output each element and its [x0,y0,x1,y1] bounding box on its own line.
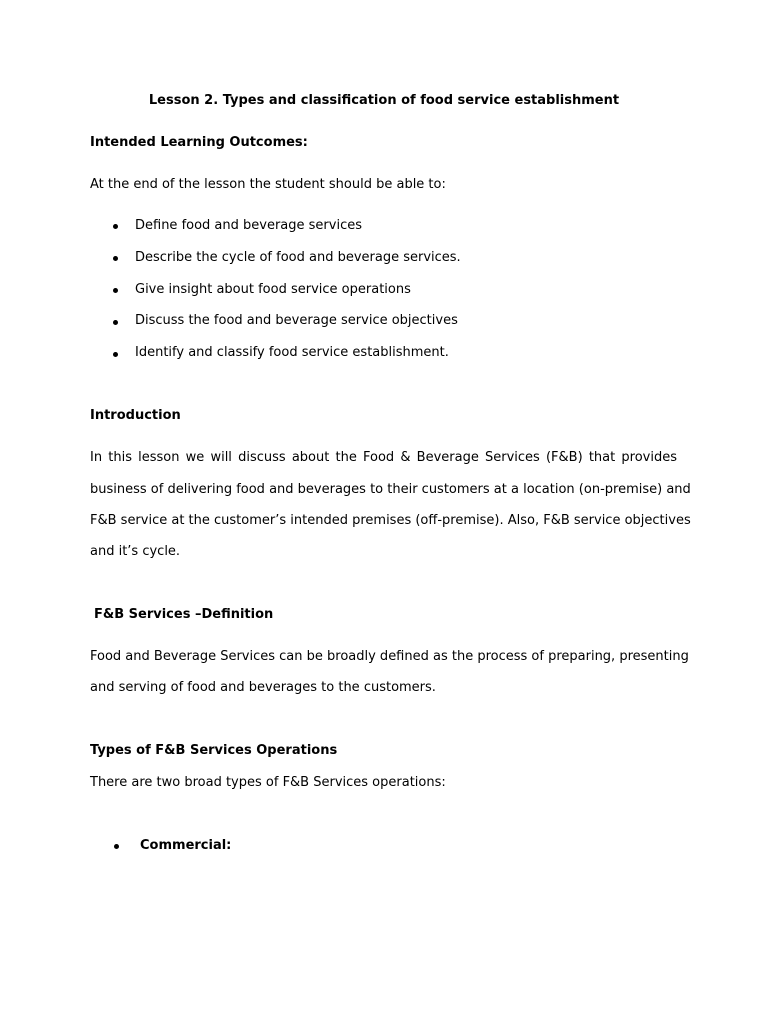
paragraph-line: and it’s cycle. [90,544,181,559]
paragraph-line: and serving of food and beverages to the customers. [90,680,436,695]
bullet-icon [114,844,119,849]
types-heading: Types of F&B Services Operations [90,743,338,758]
paragraph-line: In this lesson we will discuss about the Food & Beverage Services (F&B) that provides [90,450,677,465]
list-item: Describe the cycle of food and beverage services. [135,250,461,265]
paragraph-line: F&B service at the customer’s intended premises (off-premise). Also, F&B service objectives [90,513,691,528]
bullet-icon [113,320,118,325]
list-item: Identify and classify food service establishment. [135,345,449,360]
page-title: Lesson 2. Types and classification of food service establishment [148,93,620,108]
definition-heading: F&B Services –Definition [94,607,274,622]
types-lead: There are two broad types of F&B Services operations: [90,775,446,790]
list-item: Give insight about food service operations [135,282,411,297]
bullet-icon [113,224,118,229]
outcomes-lead: At the end of the lesson the student should be able to: [90,177,446,192]
list-item: Commercial: [140,838,232,853]
paragraph-line: business of delivering food and beverages to their customers at a location (on-premise) and [90,482,691,497]
bullet-icon [113,352,118,357]
bullet-icon [113,288,118,293]
list-item: Define food and beverage services [135,218,362,233]
outcomes-heading: Intended Learning Outcomes: [90,135,308,150]
paragraph-line: Food and Beverage Services can be broadly defined as the process of preparing, presenting [90,649,689,664]
bullet-icon [113,256,118,261]
list-item: Discuss the food and beverage service objectives [135,313,458,328]
introduction-heading: Introduction [90,408,181,423]
